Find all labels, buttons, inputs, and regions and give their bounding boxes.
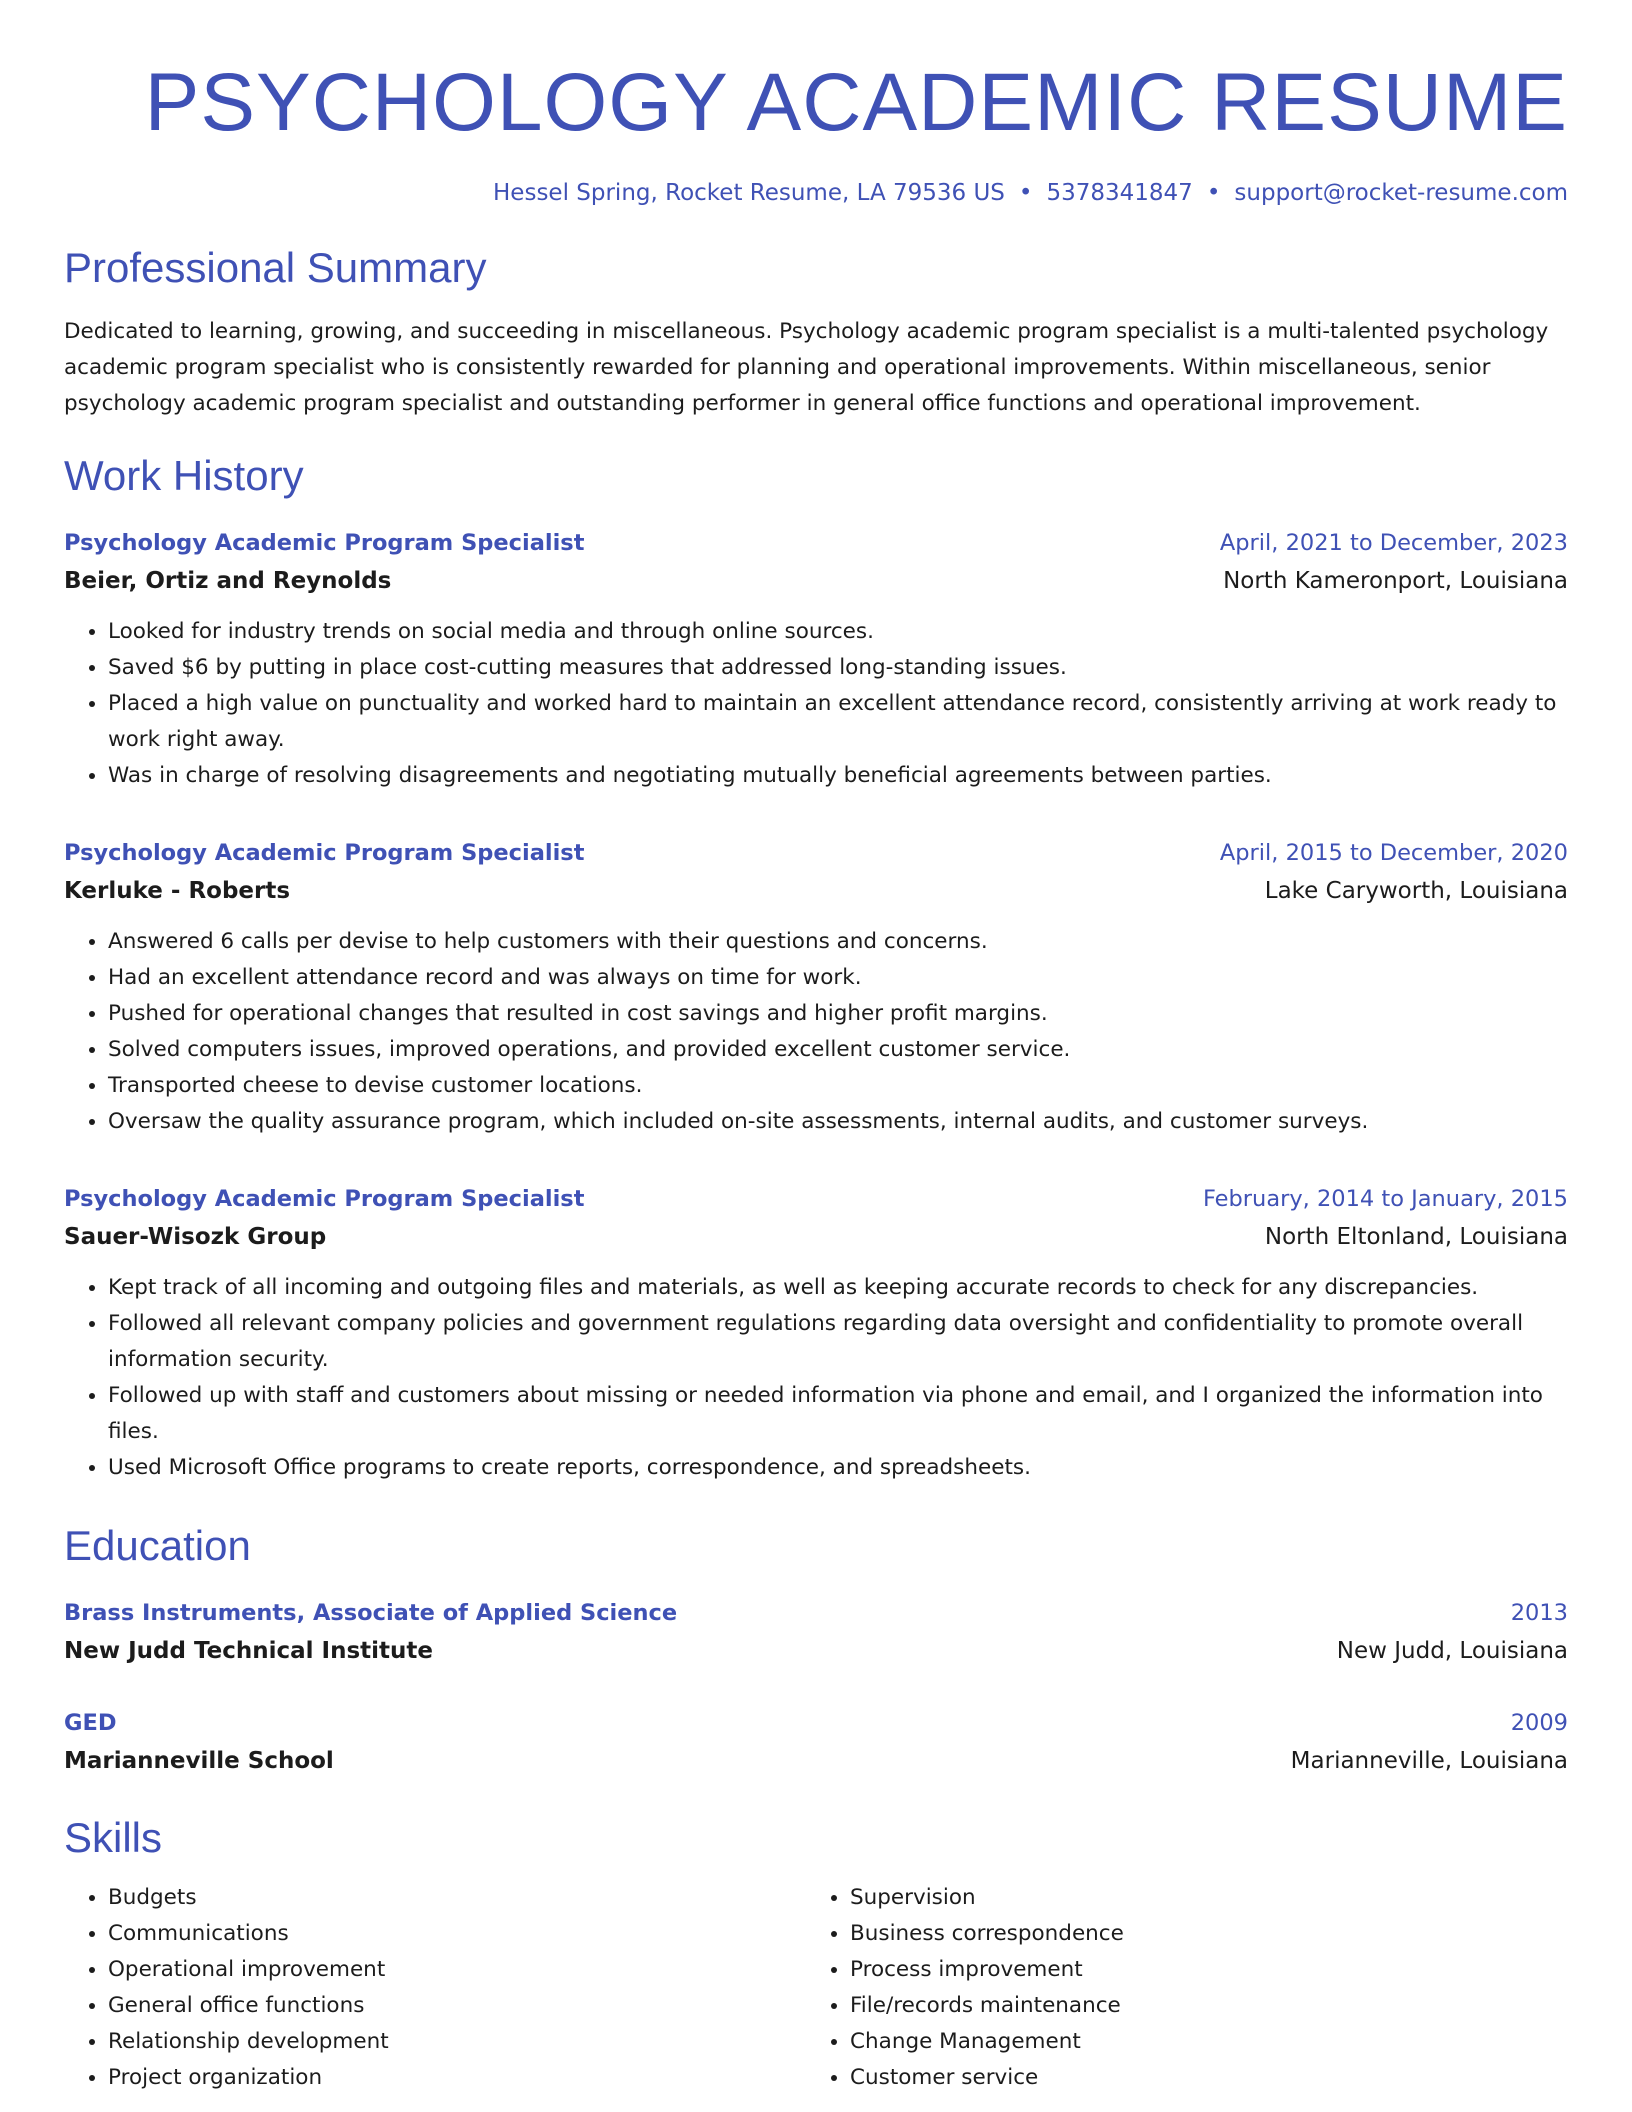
- job-bullets: [64, 1270, 1568, 1486]
- education-location: Marianneville, Louisiana: [1290, 1748, 1568, 1774]
- skill-item: • Change Management: [850, 2024, 1548, 2060]
- skills-heading: Skills: [64, 1814, 163, 1861]
- education-entry: [64, 1704, 1568, 1780]
- skill-item: • Relationship development: [108, 2024, 806, 2060]
- job-bullet: • Followed all relevant company policies and government regulations regarding data oversight and confidentiality to promote overall information security.: [108, 1306, 1568, 1378]
- skill-item: • Operational improvement: [108, 1952, 806, 1988]
- education-degree: GED: [64, 1710, 117, 1736]
- job-bullet: • Kept track of all incoming and outgoing files and materials, as well as keeping accurate records to check for any discrepancies.: [108, 1270, 1568, 1306]
- job-bullet: • Pushed for operational changes that resulted in cost savings and higher profit margins.: [108, 996, 1568, 1032]
- job-bullet: • Answered 6 calls per devise to help customers with their questions and concerns.: [108, 924, 1568, 960]
- contact-line: [64, 178, 1568, 208]
- summary-heading: Professional Summary: [64, 244, 487, 291]
- job-company: Beier, Ortiz and Reynolds: [64, 568, 392, 594]
- skill-item: • Process improvement: [850, 1952, 1548, 1988]
- skills-list-left: [64, 1880, 806, 2096]
- work-history-section: [64, 452, 1568, 1486]
- job-location: Lake Caryworth, Louisiana: [1264, 878, 1568, 904]
- summary-text: Dedicated to learning, growing, and succeeding in miscellaneous. Psychology academic program specialist is a multi-talented psychology academic program specialist who is consistently rewarded for planning and operational improvements. Within miscellaneous, senior psychology academic program specialist and outstanding performer in general office functions and operational improvement.: [64, 319, 1549, 416]
- job-bullet: • Solved computers issues, improved operations, and provided excellent customer service.: [108, 1032, 1568, 1068]
- contact-phone: 5378341847: [1046, 180, 1193, 206]
- job-bullet: • Was in charge of resolving disagreements and negotiating mutually beneficial agreements between parties.: [108, 758, 1568, 794]
- job-bullet: • Used Microsoft Office programs to create reports, correspondence, and spreadsheets.: [108, 1450, 1568, 1486]
- job-dates: April, 2021 to December, 2023: [1219, 530, 1568, 556]
- education-school: Marianneville School: [64, 1748, 334, 1774]
- skills-section: [64, 1814, 1568, 2096]
- job-location: North Kameronport, Louisiana: [1223, 568, 1568, 594]
- skill-item: • Communications: [108, 1916, 806, 1952]
- education-heading: Education: [64, 1522, 251, 1569]
- job-bullet: • Had an excellent attendance record and was always on time for work.: [108, 960, 1568, 996]
- contact-email: support@rocket-resume.com: [1234, 180, 1568, 206]
- skills-grid: [64, 1880, 1568, 2096]
- skill-item: • General office functions: [108, 1988, 806, 2024]
- job-role: Psychology Academic Program Specialist: [64, 840, 585, 866]
- job-dates: February, 2014 to January, 2015: [1202, 1186, 1568, 1212]
- summary-section: [64, 244, 1568, 422]
- contact-address: Hessel Spring, Rocket Resume, LA 79536 US: [493, 180, 1005, 206]
- job-bullets: [64, 614, 1568, 794]
- job-bullet: • Oversaw the quality assurance program, which included on-site assessments, internal audits, and customer surveys.: [108, 1104, 1568, 1140]
- job-company: Sauer-Wisozk Group: [64, 1224, 327, 1250]
- education-degree: Brass Instruments, Associate of Applied Science: [64, 1600, 678, 1626]
- job-entry: [64, 834, 1568, 1140]
- job-dates: April, 2015 to December, 2020: [1219, 840, 1568, 866]
- education-school: New Judd Technical Institute: [64, 1638, 433, 1664]
- job-bullets: [64, 924, 1568, 1140]
- skill-item: • Project organization: [108, 2060, 806, 2096]
- skill-item: • Budgets: [108, 1880, 806, 1916]
- job-company: Kerluke - Roberts: [64, 878, 291, 904]
- job-entry: [64, 1180, 1568, 1486]
- skill-item: • Supervision: [850, 1880, 1548, 1916]
- job-role: Psychology Academic Program Specialist: [64, 1186, 585, 1212]
- skill-item: • Customer service: [850, 2060, 1548, 2096]
- job-entry: [64, 524, 1568, 794]
- skill-item: • Business correspondence: [850, 1916, 1548, 1952]
- job-role: Psychology Academic Program Specialist: [64, 530, 585, 556]
- contact-separator: •: [1206, 180, 1221, 206]
- work-history-heading: Work History: [64, 452, 304, 499]
- job-bullet: • Placed a high value on punctuality and worked hard to maintain an excellent attendance record, consistently arriving at work ready to work right away.: [108, 686, 1568, 758]
- resume-title: PSYCHOLOGY ACADEMIC RESUME: [144, 57, 1568, 148]
- education-section: [64, 1522, 1568, 1780]
- education-year: 2009: [1510, 1710, 1568, 1736]
- contact-separator: •: [1018, 180, 1033, 206]
- job-location: North Eltonland, Louisiana: [1264, 1224, 1568, 1250]
- resume-page: [64, 0, 1568, 2096]
- job-bullet: • Looked for industry trends on social media and through online sources.: [108, 614, 1568, 650]
- education-entry: [64, 1594, 1568, 1670]
- education-location: New Judd, Louisiana: [1336, 1638, 1568, 1664]
- skill-item: • File/records maintenance: [850, 1988, 1548, 2024]
- job-bullet: • Saved $6 by putting in place cost-cutting measures that addressed long-standing issues.: [108, 650, 1568, 686]
- skills-list-right: [806, 1880, 1548, 2096]
- job-bullet: • Transported cheese to devise customer locations.: [108, 1068, 1568, 1104]
- education-year: 2013: [1510, 1600, 1568, 1626]
- job-bullet: • Followed up with staff and customers about missing or needed information via phone and email, and I organized the information into files.: [108, 1378, 1568, 1450]
